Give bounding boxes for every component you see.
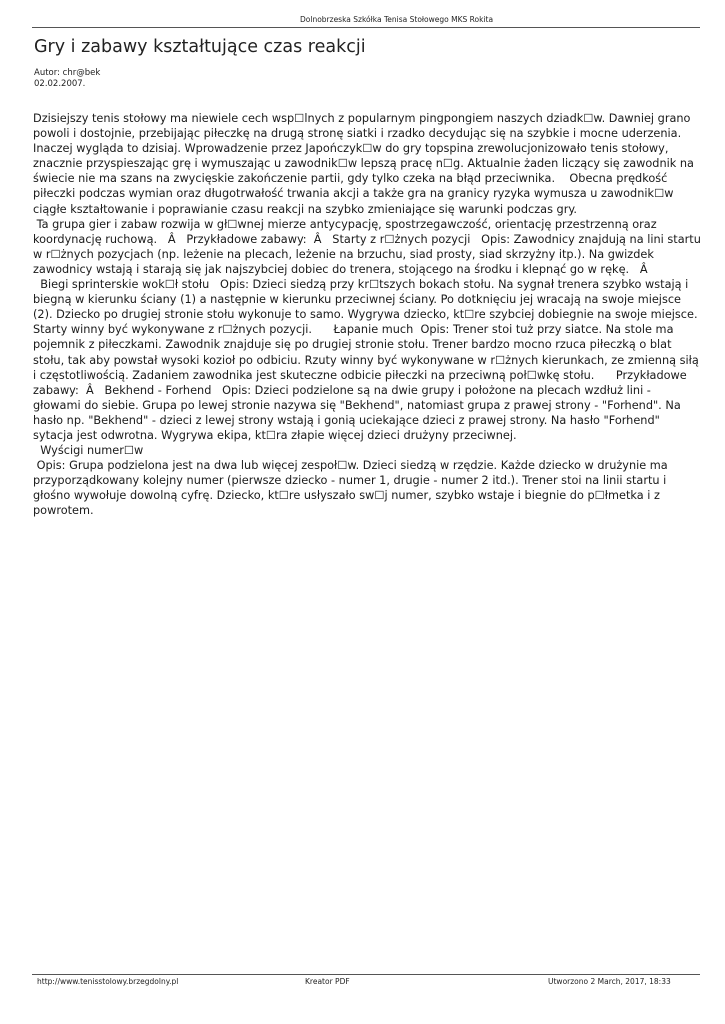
paragraph-sprints: Biegi sprinterskie wok☐ł stołu Opis: Dzieci siedzą przy kr☐tszych bokach stołu. Na sygnał trenera szybko wstają i biegną w kierunku ściany (1) a następnie w kierunku przeciwnej ściany. Po dotknięciu jej wracają na swoje miejsce (2). Dziecko po drugiej stronie stołu wykonuje to samo. Wygrywa dziecko, kt☐re szybciej dobiegnie na swoje miejsce. Starty winny być wykonywane z r☐żnych pozycji. Łapanie much Opis: Trener stoi tuż przy siatce. Na stole ma pojemnik z piłeczkami. Zawodnik znajduje się po drugiej stronie stołu. Trener bardzo mocno rzuca piłeczką o blat stołu, tak aby powstał wysoki kozioł po odbiciu. Rzuty winny być wykonywane w r☐żnych kierunkach, ze zmienną siłą i częstotliwością. Zadaniem zawodnika jest skuteczne odbicie piłeczki na przeciwną poł☐wkę stołu. Przykładowe zabawy: Â Bekhend - Forhend Opis: Dzieci podzielone są na dwie grupy i położone na plecach wzdłuż lini - głowami do siebie. Grupa po lewej stronie nazywa się "Bekhend", natomiast grupa z prawej strony - "Forhend". Na hasło np. "Bekhend" - dzieci z lewej strony wstają i gonią uciekające dzieci z prawej strony. Na hasło "Forhend" sytacja jest odwrotna. Wygrywa ekipa, kt☐ra złapie więcej dzieci drużyny przeciwnej. <box>33 278 703 442</box>
footer-divider <box>32 974 700 975</box>
paragraph-number-race-heading: Wyścigi numer☐w <box>33 444 144 458</box>
article-date: 02.02.2007. <box>34 79 86 89</box>
footer-generator: Kreator PDF <box>305 977 350 986</box>
footer-url-link[interactable]: http://www.tenisstolowy.brzegdolny.pl <box>37 977 179 986</box>
article-meta <box>34 68 100 90</box>
footer-created-date: Utworzono 2 March, 2017, 18:33 <box>548 977 671 986</box>
paragraph-number-race: Opis: Grupa podzielona jest na dwa lub więcej zespoł☐w. Dzieci siedzą w rzędzie. Każde dziecko w drużynie ma przyporządkowany kolejny numer (pierwsze dziecko - numer 1, drugie - numer 2 itd.). Trener stoi na linii startu i głośno wywołuje dowolną cyfrę. Dziecko, kt☐re usłyszało sw☐j numer, szybko wstaje i biegnie do p☐łmetka i z powrotem. <box>33 459 672 518</box>
paragraph-games-intro: Ta grupa gier i zabaw rozwija w gł☐wnej mierze antycypację, spostrzegawczość, orientację przestrzenną oraz koordynację ruchową. Â Przykładowe zabawy: Â Starty z r☐żnych pozycji Opis: Zawodnicy znajdują na lini startu w r☐żnych pozycjach (np. leżenie na plecach, leżenie na brzuchu, siad prosty, siad skrzyżny itp.). Na gwizdek zawodnicy wstają i starają się jak najszybciej dobiec do trenera, stojącego na środku i klepnąć go w rękę. Â <box>33 217 705 276</box>
paragraph-intro: Dzisiejszy tenis stołowy ma niewiele cech wsp☐lnych z popularnym pingpongiem naszych dziadk☐w. Dawniej grano powoli i dostojnie, przebijając piłeczkę na drugą stronę siatki i rzadko decydując się na szybkie i mocne uderzenia. Inaczej wygląda to dzisiaj. Wprowadzenie przez Japończyk☐w do gry topspina zrewolucjonizowało tenis stołowy, znacznie przyspieszając grę i wymuszając u zawodnik☐w lepszą pracę n☐g. Aktualnie żaden liczący się zawodnik na świecie nie ma szans na zwycięskie zakończenie partii, gdy tylko czeka na błąd przeciwnika. Obecna prędkość piłeczki podczas wymian oraz długotrwałość trwania akcji a także gra na granicy ryzyka wymusza u zawodnik☐w ciągłe kształtowanie i poprawianie czasu reakcji na szybko zmieniające się warunki podczas gry. <box>33 112 698 216</box>
page-header-text: Dolnobrzeska Szkółka Tenisa Stołowego MKS Rokita <box>300 15 494 24</box>
header-divider <box>32 27 700 28</box>
article-title: Gry i zabawy kształtujące czas reakcji <box>34 37 366 57</box>
article-body <box>33 111 705 519</box>
article-author: Autor: chr@bek <box>34 68 101 78</box>
